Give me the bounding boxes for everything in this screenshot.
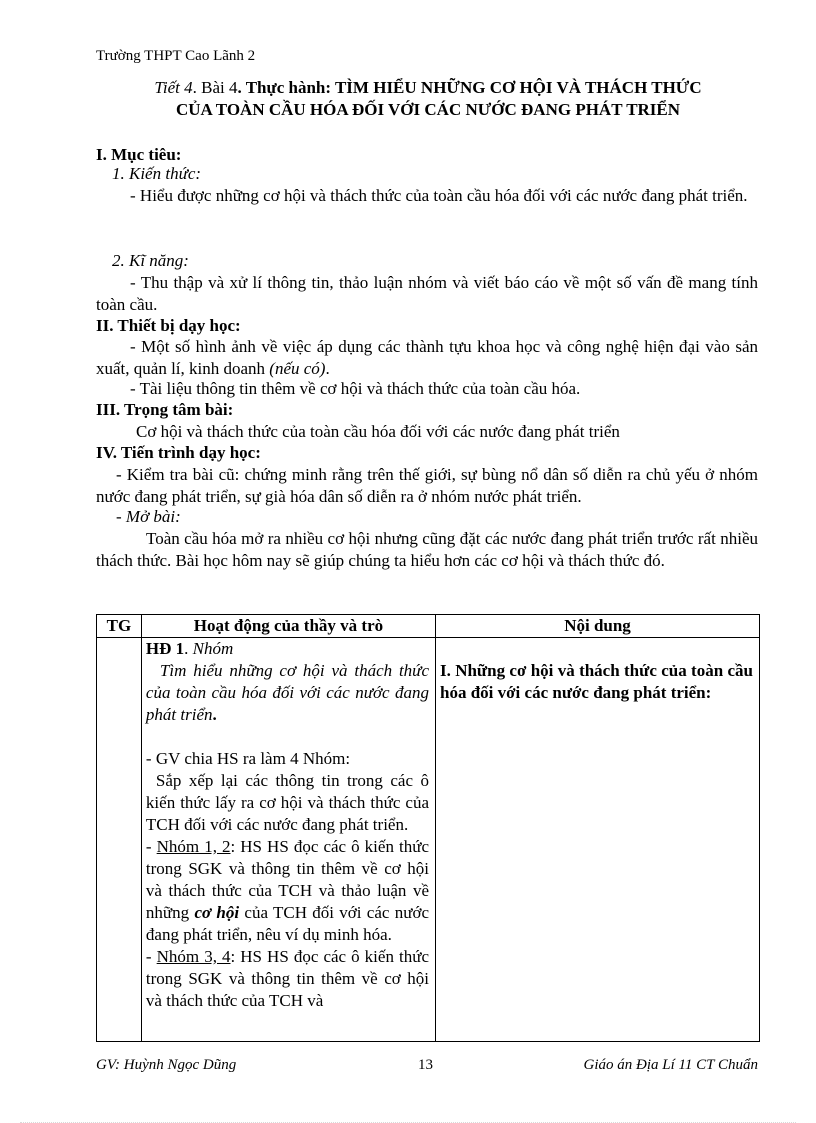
sec4-intro-text: Toàn cầu hóa mở ra nhiều cơ hội nhưng cũng đặt các nước đang phát triển trước rất nhiều thách thức. Bài học hôm nay sẽ giúp chúng ta hiểu hơn các cơ hội và thách thức đó. <box>96 529 758 570</box>
header-tg: TG <box>97 615 142 638</box>
footer-doc-title: Giáo án Địa Lí 11 CT Chuẩn <box>583 1057 758 1073</box>
lesson-table <box>96 614 760 1042</box>
footer-page-number: 13 <box>418 1057 433 1073</box>
tg-cell <box>97 638 142 1042</box>
sec4-heading: IV. Tiến trình dạy học: <box>96 443 261 462</box>
lesson-title <box>96 77 760 121</box>
activity-group-12: - Nhóm 1, 2: HS HS đọc các ô kiến thức trong SGK và thông tin thêm về cơ hội và thách thức của TCH và thảo luận về những cơ hội của TCH đối với các nước đang phát triển, nêu ví dụ minh hóa. <box>145 837 429 944</box>
header-content: Nội dung <box>436 615 760 638</box>
table-row <box>97 638 760 1042</box>
activity-task: Sắp xếp lại các thông tin trong các ô kiến thức lấy ra cơ hội và thách thức của TCH đối với các nước đang phát triển. <box>145 771 429 834</box>
title-period: Tiết 4 <box>154 78 193 97</box>
school-header: Trường THPT Cao Lãnh 2 <box>96 48 256 64</box>
sec2-item2: - Tài liệu thông tin thêm về cơ hội và thách thức của toàn cầu hóa. <box>130 379 581 398</box>
sec4-check: - Kiểm tra bài cũ: chứng minh rằng trên thế giới, sự bùng nổ dân số diễn ra chủ yếu ở nhóm nước đang phát triển, sự già hóa dân số diễn ra ở nhóm nước phát triển. <box>96 465 758 506</box>
activity-cell <box>141 638 435 1042</box>
content-heading: I. Những cơ hội và thách thức của toàn cầu hóa đối với các nước đang phát triển: <box>440 661 753 702</box>
sec2-item1-note: (nếu có) <box>269 359 326 378</box>
activity-hd: HĐ 1. Nhóm <box>145 639 234 658</box>
title-line2: CỦA TOÀN CẦU HÓA ĐỐI VỚI CÁC NƯỚC ĐANG PHÁT TRIỂN <box>175 100 681 119</box>
sec2-heading: II. Thiết bị dạy học: <box>96 316 241 335</box>
title-lesson: . Bài 4 <box>192 78 238 97</box>
activity-group-34: - Nhóm 3, 4: HS HS đọc các ô kiến thức trong SGK và thông tin thêm về cơ hội và thách thức của TCH và <box>145 947 429 1010</box>
sec1-sub2-text: - Thu thập và xử lí thông tin, thảo luận nhóm và viết báo cáo về một số vấn đề mang tính toàn cầu. <box>96 273 758 314</box>
table-header-row <box>97 615 760 638</box>
activity-goal: Tìm hiểu những cơ hội và thách thức của toàn cầu hóa đối với các nước đang phát triển. <box>145 661 429 724</box>
header-activity: Hoạt động của thầy và trò <box>141 615 435 638</box>
footer-teacher: GV: Huỳnh Ngọc Dũng <box>96 1057 237 1073</box>
title-line1: . Thực hành: TÌM HIỂU NHỮNG CƠ HỘI VÀ THÁCH THỨC <box>237 78 702 97</box>
content-cell <box>436 638 760 1042</box>
sec1-heading: I. Mục tiêu: <box>96 145 182 164</box>
sec1-sub2: 2. Kĩ năng: <box>112 251 189 270</box>
sec1-sub1-text: - Hiểu được những cơ hội và thách thức của toàn cầu hóa đối với các nước đang phát triển. <box>130 186 748 205</box>
sec1-sub1: 1. Kiến thức: <box>112 164 202 183</box>
sec2-item1: - Một số hình ảnh về việc áp dụng các thành tựu khoa học và công nghệ hiện đại vào sản xuất, quản lí, kinh doanh (nếu có). <box>96 337 758 378</box>
sec4-intro-label: - Mở bài: <box>116 507 181 526</box>
sec3-text: Cơ hội và thách thức của toàn cầu hóa đối với các nước đang phát triển <box>136 422 620 441</box>
sec3-heading: III. Trọng tâm bài: <box>96 400 234 419</box>
activity-split: - GV chia HS ra làm 4 Nhóm: <box>145 749 351 768</box>
